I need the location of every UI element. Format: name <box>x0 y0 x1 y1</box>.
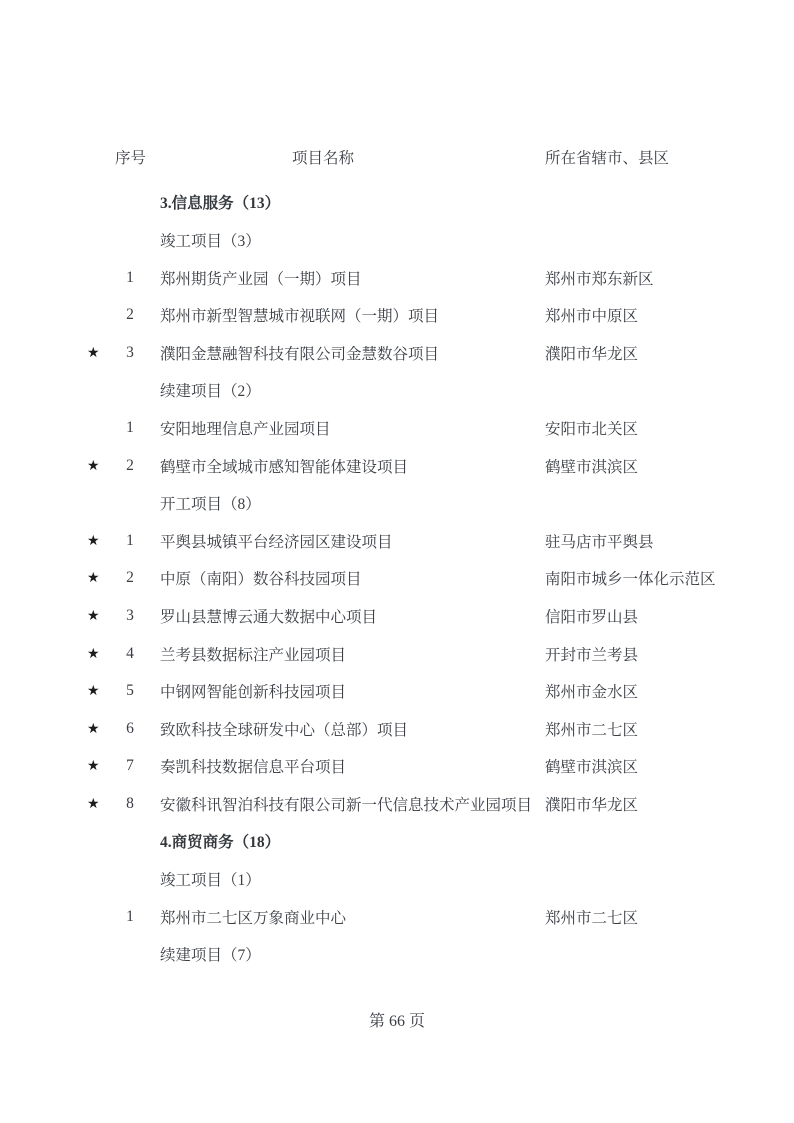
star-icon: ★ <box>87 645 100 662</box>
section-label: 3.信息服务（13） <box>160 195 281 213</box>
table-row <box>0 597 794 635</box>
project-name: 鹤壁市全域城市感知智能体建设项目 <box>160 458 409 476</box>
subsection-label: 竣工项目（3） <box>160 232 261 250</box>
row-number: 1 <box>126 268 134 286</box>
star-icon: ★ <box>87 683 100 700</box>
column-header-region: 所在省辖市、县区 <box>545 149 670 167</box>
subsection-row <box>0 484 794 522</box>
table-row <box>0 296 794 334</box>
table-row <box>0 785 794 823</box>
table-row <box>0 259 794 297</box>
project-name: 郑州市二七区万象商业中心 <box>160 909 347 927</box>
project-region: 鹤壁市淇滨区 <box>545 458 639 476</box>
project-name: 安阳地理信息产业园项目 <box>160 420 331 438</box>
star-icon: ★ <box>87 344 100 361</box>
row-number: 4 <box>126 644 134 662</box>
star-icon: ★ <box>87 795 100 812</box>
table-row <box>0 635 794 673</box>
row-number: 1 <box>126 418 134 436</box>
table-row <box>0 522 794 560</box>
row-number: 7 <box>126 757 134 775</box>
project-name: 郑州市新型智慧城市视联网（一期）项目 <box>160 308 440 326</box>
table-row <box>0 748 794 786</box>
row-number: 8 <box>126 794 134 812</box>
section-row <box>0 184 794 222</box>
row-number: 3 <box>126 343 134 361</box>
project-region: 鹤壁市淇滨区 <box>545 759 639 777</box>
project-region: 濮阳市华龙区 <box>545 796 639 814</box>
row-number: 2 <box>126 569 134 587</box>
table-header-row <box>0 138 794 176</box>
page-number: 第 66 页 <box>368 1013 425 1030</box>
project-name: 罗山县慧博云通大数据中心项目 <box>160 608 378 626</box>
table-row <box>0 334 794 372</box>
project-region: 濮阳市华龙区 <box>545 345 639 363</box>
subsection-label: 开工项目（8） <box>160 496 261 514</box>
section-row <box>0 823 794 861</box>
row-number: 2 <box>126 306 134 324</box>
star-icon: ★ <box>87 758 100 775</box>
project-table <box>0 138 794 973</box>
subsection-row <box>0 221 794 259</box>
project-name: 兰考县数据标注产业园项目 <box>160 646 347 664</box>
table-row <box>0 560 794 598</box>
project-region: 郑州市二七区 <box>545 909 639 927</box>
table-body <box>0 184 794 973</box>
project-region: 郑州市中原区 <box>545 308 639 326</box>
project-region: 信阳市罗山县 <box>545 608 639 626</box>
subsection-label: 续建项目（7） <box>160 947 261 965</box>
project-name: 奏凯科技数据信息平台项目 <box>160 759 347 777</box>
column-header-no: 序号 <box>115 149 147 167</box>
project-name: 濮阳金慧融智科技有限公司金慧数谷项目 <box>160 345 440 363</box>
table-row <box>0 710 794 748</box>
row-number: 3 <box>126 606 134 624</box>
project-region: 郑州市金水区 <box>545 684 639 702</box>
project-name: 平舆县城镇平台经济园区建设项目 <box>160 533 393 551</box>
subsection-row <box>0 860 794 898</box>
subsection-label: 续建项目（2） <box>160 383 261 401</box>
project-region: 驻马店市平舆县 <box>545 533 654 551</box>
row-number: 1 <box>126 531 134 549</box>
subsection-label: 竣工项目（1） <box>160 872 261 890</box>
star-icon: ★ <box>87 720 100 737</box>
table-row <box>0 409 794 447</box>
table-row <box>0 672 794 710</box>
project-region: 南阳市城乡一体化示范区 <box>545 571 716 589</box>
table-row <box>0 447 794 485</box>
row-number: 1 <box>126 907 134 925</box>
star-icon: ★ <box>87 570 100 587</box>
project-region: 郑州市郑东新区 <box>545 270 654 288</box>
column-header-name: 项目名称 <box>292 149 355 167</box>
subsection-row <box>0 935 794 973</box>
project-region: 郑州市二七区 <box>545 721 639 739</box>
project-region: 安阳市北关区 <box>545 420 639 438</box>
star-icon: ★ <box>87 532 100 549</box>
subsection-row <box>0 372 794 410</box>
project-name: 郑州期货产业园（一期）项目 <box>160 270 362 288</box>
row-number: 5 <box>126 682 134 700</box>
section-label: 4.商贸商务（18） <box>160 834 281 852</box>
row-number: 2 <box>126 456 134 474</box>
project-region: 开封市兰考县 <box>545 646 639 664</box>
project-name: 中原（南阳）数谷科技园项目 <box>160 571 362 589</box>
project-name: 中钢网智能创新科技园项目 <box>160 684 347 702</box>
star-icon: ★ <box>87 607 100 624</box>
table-row <box>0 898 794 936</box>
project-name: 致欧科技全球研发中心（总部）项目 <box>160 721 409 739</box>
row-number: 6 <box>126 719 134 737</box>
project-name: 安徽科讯智泊科技有限公司新一代信息技术产业园项目 <box>160 796 533 814</box>
star-icon: ★ <box>87 457 100 474</box>
